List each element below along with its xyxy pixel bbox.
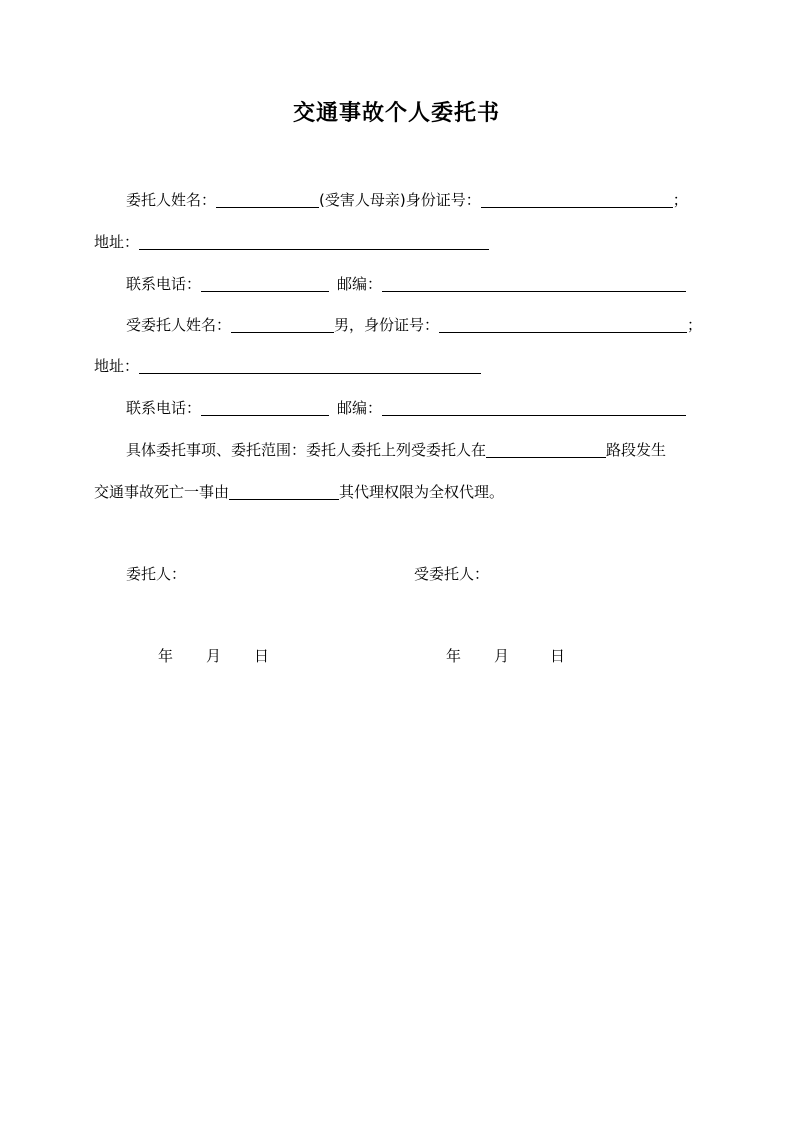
agent-gender: 男， [334,316,365,334]
agent-name-label: 受委托人姓名： [126,316,232,334]
agent-contact-line [126,394,686,420]
principal-address-label: 地址： [94,233,140,251]
principal-address-blank[interactable] [139,231,489,250]
agent-name-line [126,311,702,337]
principal-signature-label: 委托人： [126,565,187,583]
document-title: 交通事故个人委托书 [292,100,500,126]
agent-postcode-label: 邮编： [337,399,383,417]
principal-name-label: 委托人姓名： [126,191,217,209]
road-section-blank[interactable] [486,439,606,458]
agent-signature-label: 受委托人： [414,565,490,583]
principal-line-end-mark: ； [672,191,688,209]
agent-id-blank[interactable] [439,314,687,333]
principal-date-month: 月 [206,647,222,665]
principal-id-blank[interactable] [481,189,673,208]
agent-id-label: 身份证号： [364,316,440,334]
scope-text-after: 路段发生 [606,441,667,459]
scope-continuation-after: 其代理权限为全权代理。 [339,483,505,501]
agent-date-month: 月 [494,647,510,665]
scope-text-before: 具体委托事项、委托范围：委托人委托上列受委托人在 [126,441,487,459]
agent-address-line [94,352,481,378]
agent-line-end-mark: ； [687,316,703,334]
principal-contact-line [126,270,686,296]
principal-name-line [126,186,688,212]
principal-address-line [94,228,489,254]
principal-id-label: 身份证号： [405,191,481,209]
principal-date-day: 日 [254,647,270,665]
scope-line [126,436,666,462]
agent-phone-blank[interactable] [201,397,329,416]
matter-blank[interactable] [229,481,339,500]
agent-address-blank[interactable] [139,355,481,374]
principal-phone-blank[interactable] [201,273,329,292]
agent-name-blank[interactable] [231,314,334,333]
agent-postcode-blank[interactable] [382,397,686,416]
agent-phone-label: 联系电话： [126,399,202,417]
agent-address-label: 地址： [94,357,140,375]
agent-date-year: 年 [446,647,462,665]
principal-date-year: 年 [158,647,174,665]
scope-continuation-before: 交通事故死亡一事由 [94,483,230,501]
principal-relation-note: (受害人母亲) [319,191,406,209]
principal-phone-label: 联系电话： [126,275,202,293]
principal-postcode-label: 邮编： [337,275,383,293]
principal-name-blank[interactable] [216,189,319,208]
principal-postcode-blank[interactable] [382,273,686,292]
agent-date-day: 日 [550,647,566,665]
scope-continuation-line [94,478,504,504]
